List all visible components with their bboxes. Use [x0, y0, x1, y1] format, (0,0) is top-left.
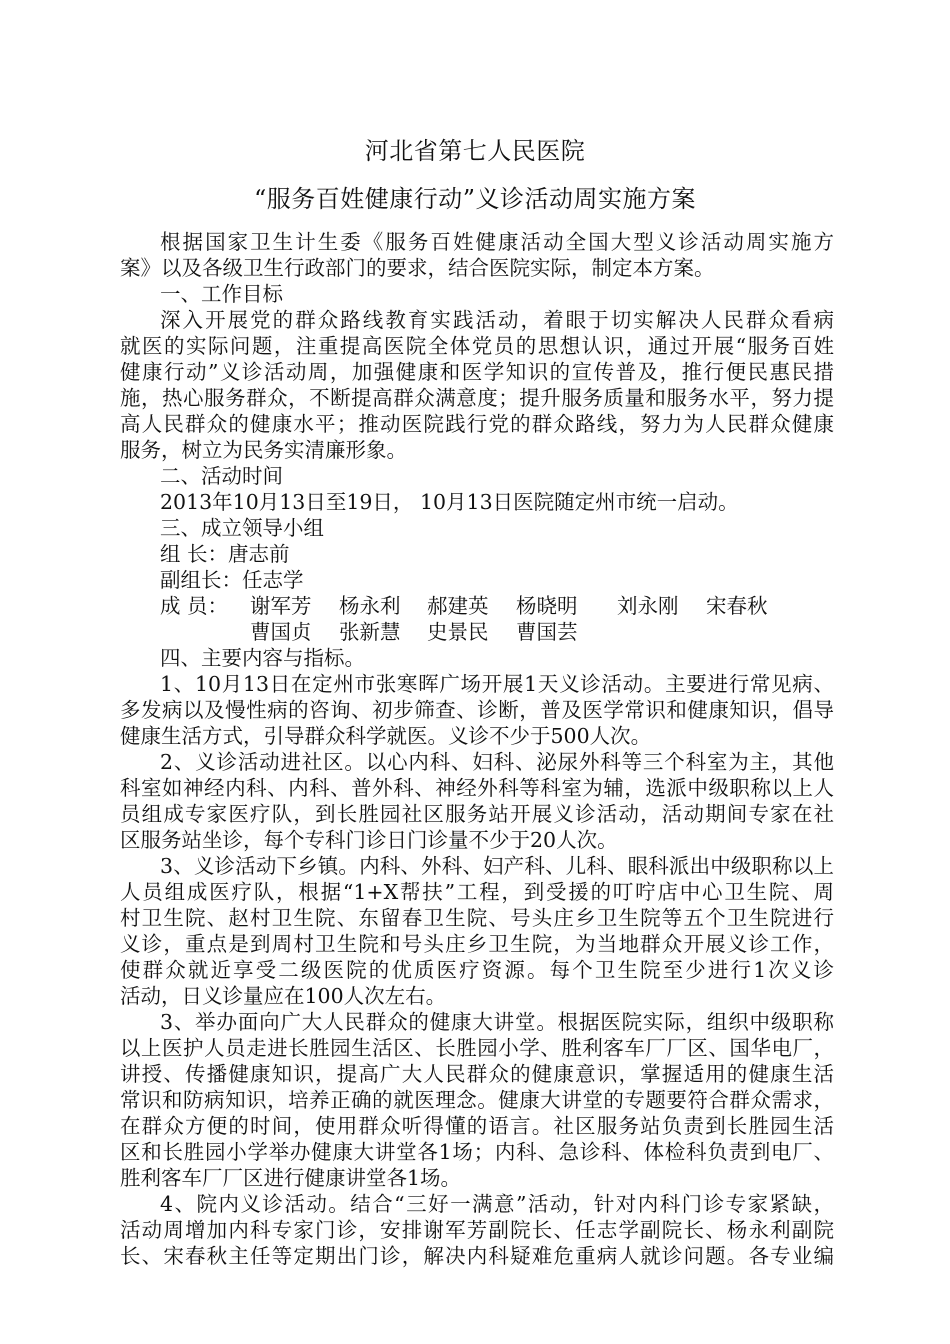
member-name: 杨晓明	[516, 594, 578, 618]
item-3-line: 义诊，重点是到周村卫生院和号头庄乡卫生院，为当地群众开展义诊工作，	[120, 932, 834, 956]
item-2-line: 2、义诊活动进社区。以心内科、妇科、泌尿外科等三个科室为主，其他	[160, 750, 834, 774]
goals-line: 服务，树立为民务实清廉形象。	[120, 438, 407, 462]
member-name: 谢军芳	[250, 594, 312, 618]
members-label: 成 员：	[160, 594, 229, 618]
section-heading-goals: 一、工作目标	[160, 282, 283, 306]
item-1-line: 1、10月13日在定州市张寒晖广场开展1天义诊活动。主要进行常见病、	[160, 672, 834, 696]
deputy-leader: 副组长：任志学	[160, 568, 304, 592]
item-4-line: 活动周增加内科专家门诊，安排谢军芳副院长、任志学副院长、杨永利副院	[120, 1218, 834, 1242]
item-3-line: 村卫生院、赵村卫生院、东留春卫生院、号头庄乡卫生院等五个卫生院进行	[120, 906, 834, 930]
member-name: 张新慧	[339, 620, 401, 644]
goals-line: 高人民群众的健康水平；推动医院践行党的群众路线，努力为人民群众健康	[120, 412, 834, 436]
member-name: 宋春秋	[706, 594, 768, 618]
item-4-line: 4、院内义诊活动。结合“三好一满意”活动，针对内科门诊专家紧缺，	[160, 1192, 834, 1216]
intro-line: 案》以及各级卫生行政部门的要求，结合医院实际，制定本方案。	[120, 256, 715, 280]
goals-line: 就医的实际问题，注重提高医院全体党员的思想认识，通过开展“服务百姓	[120, 334, 834, 358]
section-heading-time: 二、活动时间	[160, 464, 283, 488]
member-name: 史景民	[427, 620, 489, 644]
item-lecture-line: 常识和防病知识，培养正确的就医理念。健康大讲堂的专题要符合群众需求，	[120, 1088, 834, 1112]
section-heading-content: 四、主要内容与指标。	[160, 646, 365, 670]
item-lecture-line: 在群众方便的时间，使用群众听得懂的语言。社区服务站负责到长胜园生活	[120, 1114, 834, 1138]
item-lecture-line: 区和长胜园小学举办健康大讲堂各1场；内科、急诊科、体检科负责到电厂、	[120, 1140, 834, 1164]
item-lecture-line: 3、举办面向广大人民群众的健康大讲堂。根据医院实际，组织中级职称	[160, 1010, 834, 1034]
item-2-line: 科室如神经内科、内科、普外科、神经外科等科室为辅，选派中级职称以上人	[120, 776, 834, 800]
item-3-line: 3、义诊活动下乡镇。内科、外科、妇产科、儿科、眼科派出中级职称以上	[160, 854, 834, 878]
item-1-line: 健康生活方式，引导群众科学就医。义诊不少于500人次。	[120, 724, 652, 748]
item-2-line: 区服务站坐诊，每个专科门诊日门诊量不少于20人次。	[120, 828, 618, 852]
section-heading-leadership: 三、成立领导小组	[160, 516, 324, 540]
member-name: 刘永刚	[617, 594, 679, 618]
item-3-line: 人员组成医疗队，根据“1+X帮扶”工程，到受援的叮咛店中心卫生院、周	[120, 880, 834, 904]
item-3-line: 使群众就近享受二级医院的优质医疗资源。每个卫生院至少进行1次义诊	[120, 958, 834, 982]
item-lecture-line: 讲授、传播健康知识，提高广大人民群众的健康意识，掌握适用的健康生活	[120, 1062, 834, 1086]
member-name: 曹国芸	[516, 620, 578, 644]
document-title: “服务百姓健康行动”义诊活动周实施方案	[253, 185, 697, 213]
item-3-line: 活动，日义诊量应在100人次左右。	[120, 984, 447, 1008]
hospital-name: 河北省第七人民医院	[364, 137, 586, 165]
goals-line: 健康行动”义诊活动周，加强健康和医学知识的宣传普及，推行便民惠民措	[120, 360, 834, 384]
goals-line: 深入开展党的群众路线教育实践活动，着眼于切实解决人民群众看病	[160, 308, 834, 332]
intro-line: 根据国家卫生计生委《服务百姓健康活动全国大型义诊活动周实施方	[160, 230, 834, 254]
member-name: 郝建英	[427, 594, 489, 618]
activity-time: 2013年10月13日至19日， 10月13日医院随定州市统一启动。	[160, 490, 739, 514]
group-leader: 组 长：唐志前	[160, 542, 290, 566]
item-1-line: 多发病以及慢性病的咨询、初步筛查、诊断，普及医学常识和健康知识，倡导	[120, 698, 834, 722]
member-name: 杨永利	[339, 594, 401, 618]
goals-line: 施，热心服务群众，不断提高群众满意度；提升服务质量和服务水平，努力提	[120, 386, 834, 410]
item-4-line: 长、宋春秋主任等定期出门诊，解决内科疑难危重病人就诊问题。各专业编	[120, 1244, 834, 1268]
item-2-line: 员组成专家医疗队，到长胜园社区服务站开展义诊活动，活动期间专家在社	[120, 802, 834, 826]
member-name: 曹国贞	[250, 620, 312, 644]
item-lecture-line: 以上医护人员走进长胜园生活区、长胜园小学、胜利客车厂厂区、国华电厂，	[120, 1036, 834, 1060]
item-lecture-line: 胜利客车厂厂区进行健康讲堂各1场。	[120, 1166, 462, 1190]
